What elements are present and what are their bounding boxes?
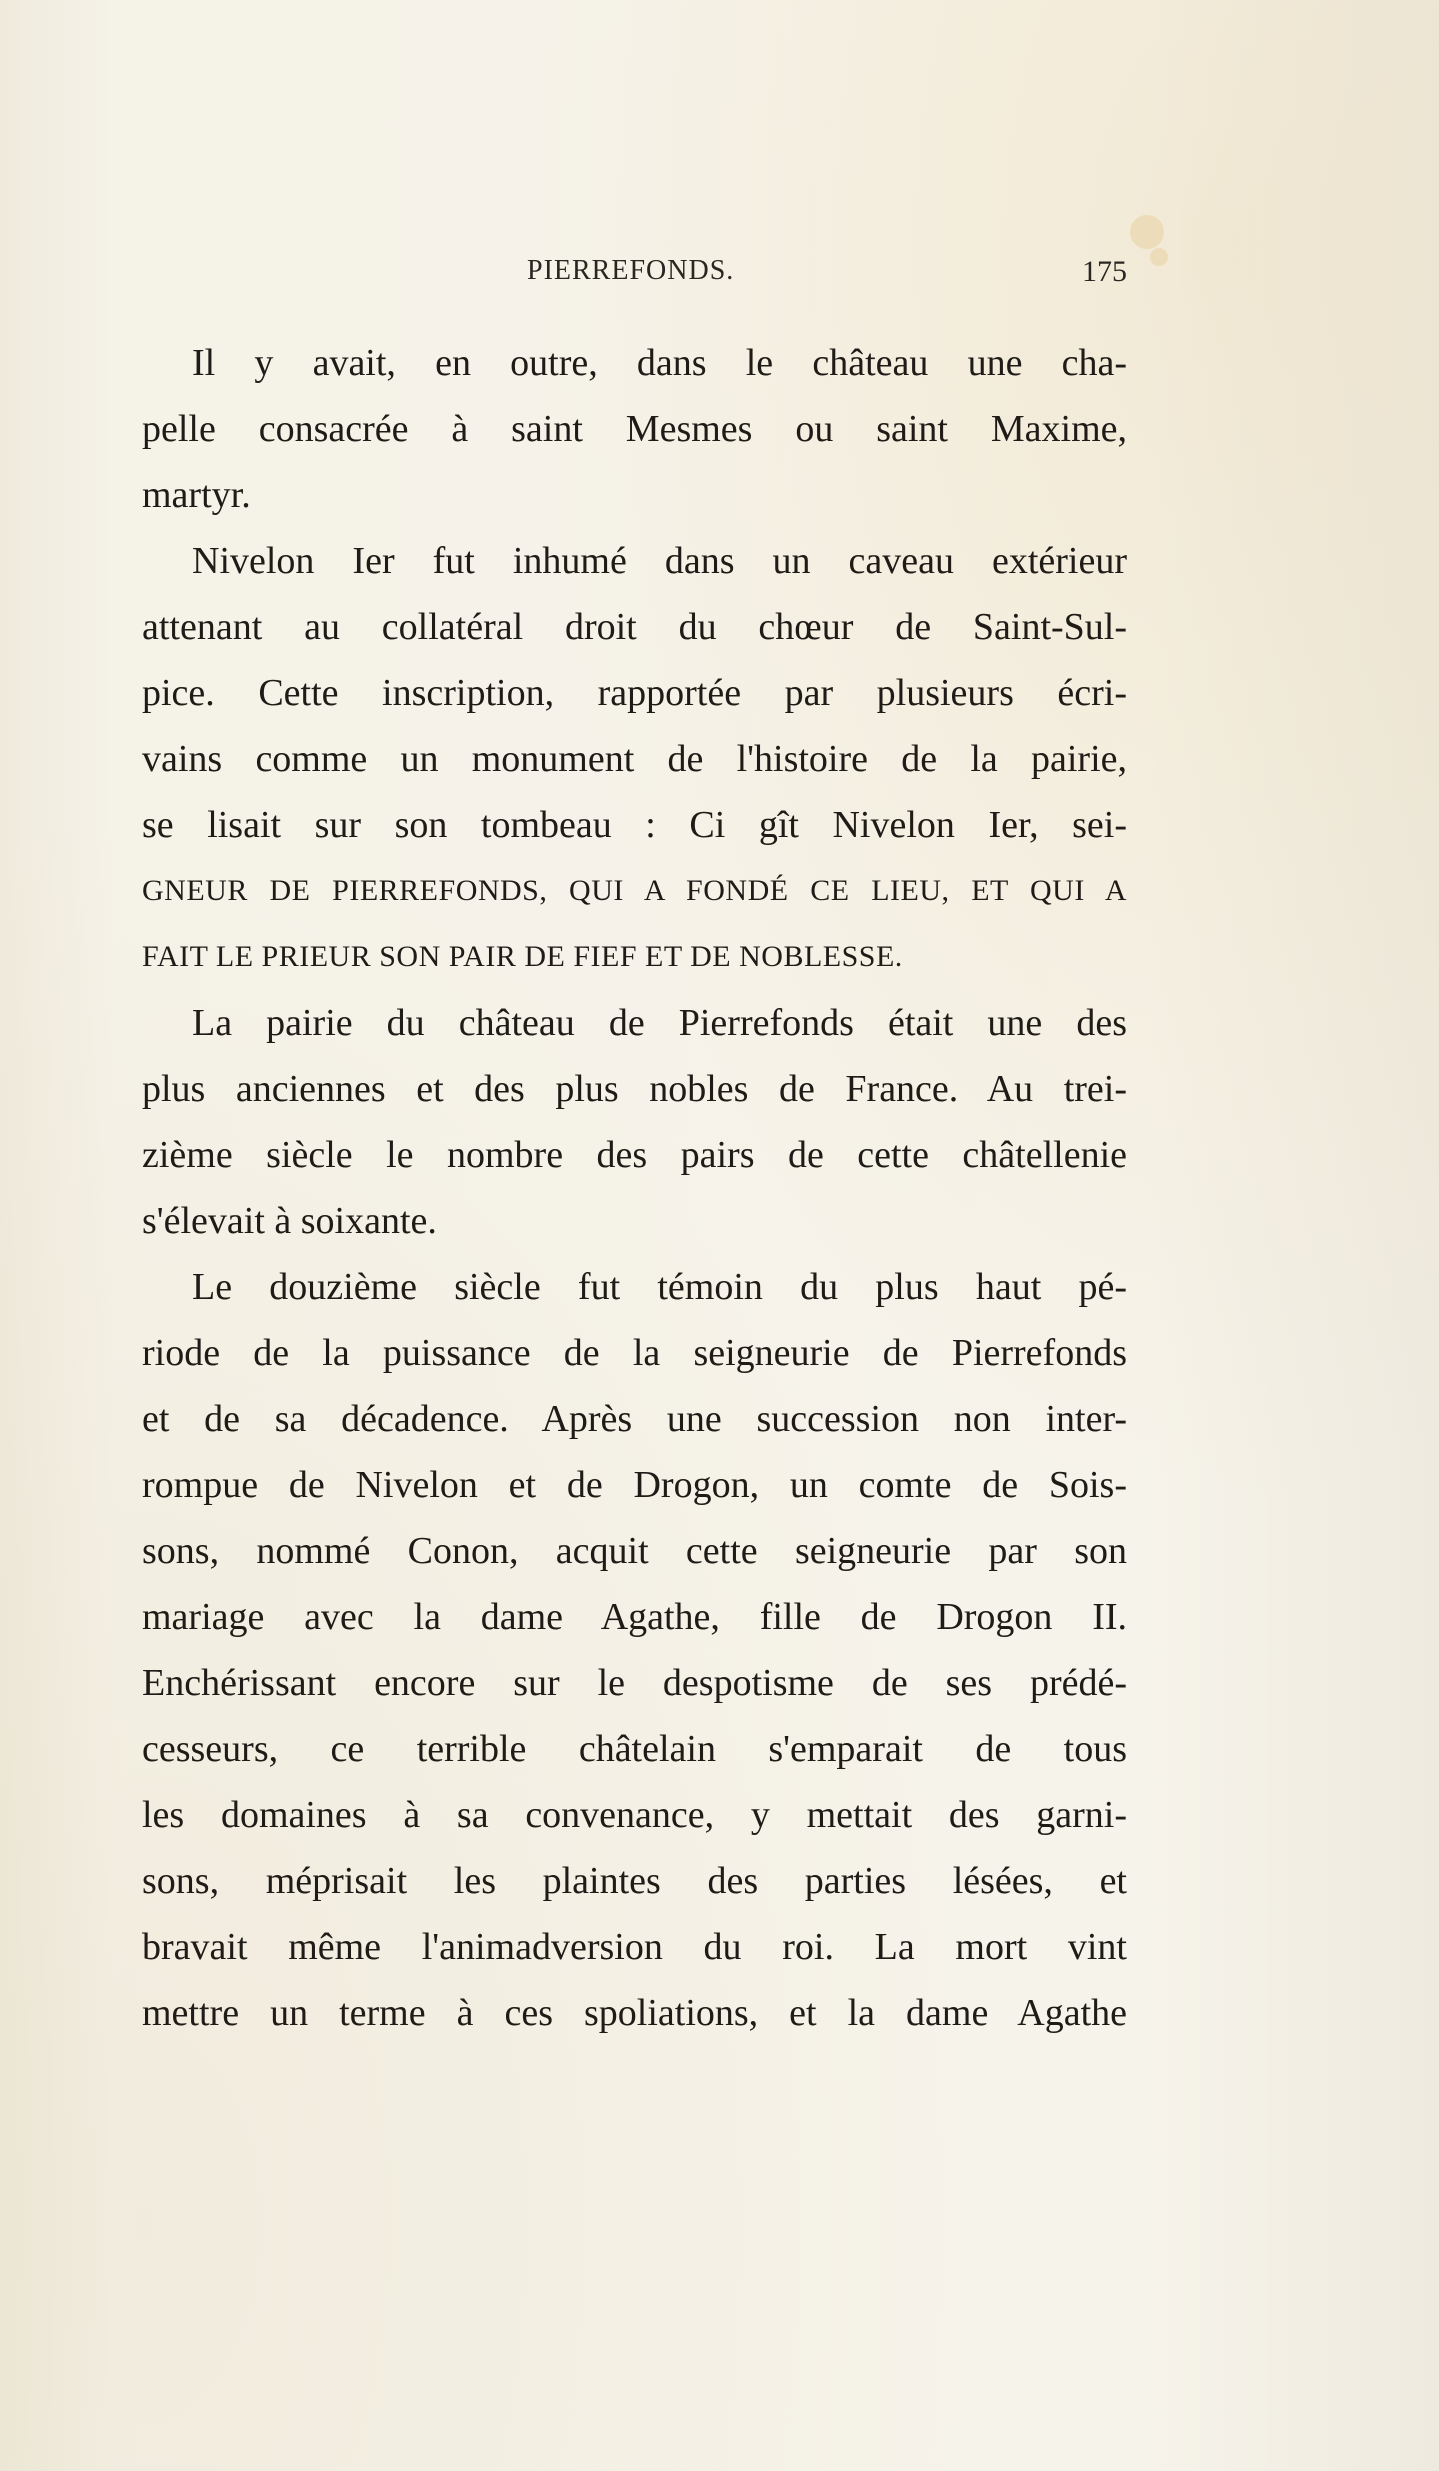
page-number: 175 xyxy=(1082,255,1127,288)
foxing-stain xyxy=(1130,215,1164,249)
text-line: sons, nommé Conon, acquit cette seigneurie par son xyxy=(142,1530,1127,1572)
text-line: rompue de Nivelon et de Drogon, un comte de Sois- xyxy=(142,1464,1127,1506)
text-line: Il y avait, en outre, dans le château une cha- xyxy=(192,342,1127,384)
text-line: Nivelon Ier fut inhumé dans un caveau extérieur xyxy=(192,540,1127,582)
text-line: bravait même l'animadversion du roi. La mort vint xyxy=(142,1926,1127,1968)
running-head xyxy=(142,255,1127,295)
foxing-stain xyxy=(1150,248,1168,266)
text-line: et de sa décadence. Après une succession non inter- xyxy=(142,1398,1127,1440)
text-line: attenant au collatéral droit du chœur de Saint-Sul- xyxy=(142,606,1127,648)
text-line: pelle consacrée à saint Mesmes ou saint Maxime, xyxy=(142,408,1127,450)
running-title: PIERREFONDS. xyxy=(527,255,735,286)
body-text xyxy=(142,330,1127,2046)
text-line: Le douzième siècle fut témoin du plus haut pé- xyxy=(192,1266,1127,1308)
text-line: mariage avec la dame Agathe, fille de Drogon II. xyxy=(142,1596,1127,1638)
inscription-line: FAIT LE PRIEUR SON PAIR DE FIEF ET DE NOBLESSE. xyxy=(142,940,903,973)
text-line: s'élevait à soixante. xyxy=(142,1200,437,1242)
text-line: vains comme un monument de l'histoire de la pairie, xyxy=(142,738,1127,780)
text-line: martyr. xyxy=(142,474,251,516)
text-line: Enchérissant encore sur le despotisme de ses prédé- xyxy=(142,1662,1127,1704)
text-line: sons, méprisait les plaintes des parties lésées, et xyxy=(142,1860,1127,1902)
text-line: les domaines à sa convenance, y mettait des garni- xyxy=(142,1794,1127,1836)
text-line: riode de la puissance de la seigneurie de Pierrefonds xyxy=(142,1332,1127,1374)
text-line: se lisait sur son tombeau : Ci gît Nivelon Ier, sei- xyxy=(142,804,1127,846)
text-line: pice. Cette inscription, rapportée par plusieurs écri- xyxy=(142,672,1127,714)
text-line: La pairie du château de Pierrefonds était une des xyxy=(192,1002,1127,1044)
inscription-line: GNEUR DE PIERREFONDS, QUI A FONDÉ CE LIEU, ET QUI A xyxy=(142,874,1127,907)
text-line: mettre un terme à ces spoliations, et la dame Agathe xyxy=(142,1992,1127,2034)
text-line: plus anciennes et des plus nobles de France. Au trei- xyxy=(142,1068,1127,1110)
text-line: cesseurs, ce terrible châtelain s'emparait de tous xyxy=(142,1728,1127,1770)
text-line: zième siècle le nombre des pairs de cette châtellenie xyxy=(142,1134,1127,1176)
